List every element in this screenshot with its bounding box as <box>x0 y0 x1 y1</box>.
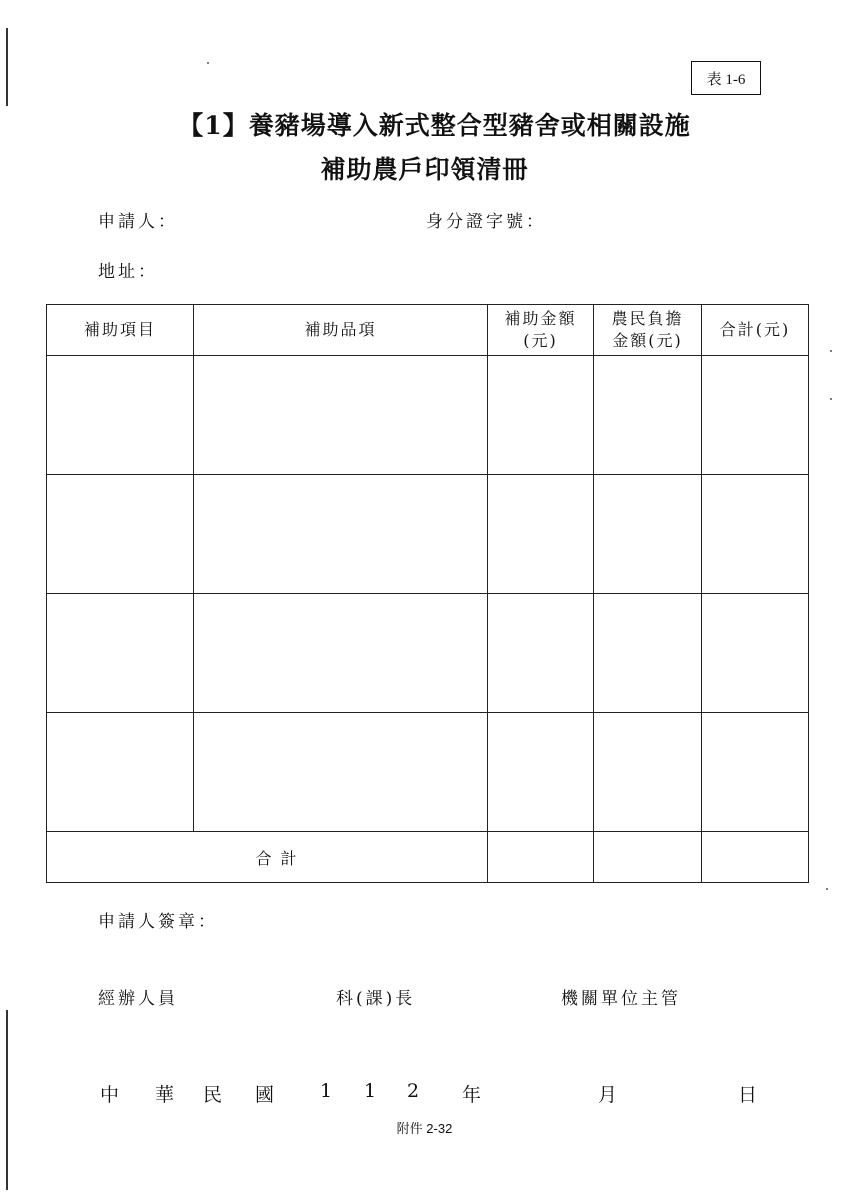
date-year-label: 年 <box>462 1084 482 1106</box>
date-era-char: 華 <box>155 1084 175 1106</box>
cell-subsidy-amount[interactable] <box>488 594 594 713</box>
cell-total[interactable] <box>702 356 809 475</box>
cell-product[interactable] <box>194 475 488 594</box>
date-era-char: 中 <box>100 1084 120 1106</box>
date-day-label: 日 <box>738 1084 758 1106</box>
cell-subsidy-amount[interactable] <box>488 713 594 832</box>
date-year-digit: 2 <box>407 1080 420 1102</box>
total-label: 合 計 <box>47 832 488 883</box>
header-farmer-amount-line2: 金額(元) <box>612 331 683 350</box>
header-subsidy-amount-line2: (元) <box>523 331 558 350</box>
date-era-char: 國 <box>255 1084 275 1106</box>
id-number-label: 身分證字號： <box>426 212 546 232</box>
date-era-char: 民 <box>203 1084 223 1106</box>
scan-speck <box>830 350 832 352</box>
cell-item[interactable] <box>47 356 194 475</box>
table-row <box>47 594 809 713</box>
cell-total[interactable] <box>702 594 809 713</box>
page-number: 附件 2-32 <box>396 1121 453 1136</box>
page-subtitle: 補助農戶印領清冊 <box>320 155 529 184</box>
agency-head-label: 機關單位主管 <box>561 989 681 1009</box>
cell-item[interactable] <box>47 713 194 832</box>
address-label: 地址： <box>98 262 158 282</box>
scan-speck <box>207 62 209 64</box>
cell-total[interactable] <box>702 713 809 832</box>
page-title: 【1】養豬場導入新式整合型豬舍或相關設施 <box>178 111 691 140</box>
scan-edge-line-top <box>6 28 8 106</box>
form-code-box: 表 1-6 <box>691 61 761 95</box>
date-year-digit: 1 <box>364 1080 377 1102</box>
table-row <box>47 713 809 832</box>
section-chief-label: 科(課)長 <box>336 989 416 1009</box>
cell-item[interactable] <box>47 475 194 594</box>
header-subsidy-amount-line1: 補助金額 <box>504 309 577 328</box>
cell-product[interactable] <box>194 356 488 475</box>
cell-subsidy-amount[interactable] <box>488 356 594 475</box>
applicant-signature-label: 申請人簽章： <box>98 912 218 932</box>
date-year-digit: 1 <box>320 1080 333 1102</box>
cell-subsidy-amount[interactable] <box>488 475 594 594</box>
header-subsidy-item: 補助項目 <box>47 305 194 356</box>
scan-edge-line-bottom <box>6 1010 8 1190</box>
cell-item[interactable] <box>47 594 194 713</box>
total-subsidy-amount[interactable] <box>488 832 594 883</box>
table-header-row <box>47 305 809 356</box>
date-line <box>100 1080 780 1106</box>
table-total-row <box>47 832 809 883</box>
applicant-label: 申請人： <box>98 212 178 232</box>
date-month-label: 月 <box>598 1084 618 1106</box>
cell-product[interactable] <box>194 713 488 832</box>
subsidy-table <box>46 304 809 883</box>
table-row <box>47 356 809 475</box>
cell-product[interactable] <box>194 594 488 713</box>
header-farmer-amount-line1: 農民負擔 <box>611 309 684 328</box>
header-total: 合計(元) <box>702 305 809 356</box>
header-farmer-amount <box>594 305 702 356</box>
scan-speck <box>826 888 828 890</box>
cell-farmer-amount[interactable] <box>594 356 702 475</box>
header-subsidy-amount <box>488 305 594 356</box>
cell-total[interactable] <box>702 475 809 594</box>
total-farmer-amount[interactable] <box>594 832 702 883</box>
cell-farmer-amount[interactable] <box>594 475 702 594</box>
table-row <box>47 475 809 594</box>
officer-label: 經辦人員 <box>98 989 178 1009</box>
scan-speck <box>830 398 832 400</box>
total-sum[interactable] <box>702 832 809 883</box>
header-subsidy-product: 補助品項 <box>194 305 488 356</box>
cell-farmer-amount[interactable] <box>594 713 702 832</box>
cell-farmer-amount[interactable] <box>594 594 702 713</box>
